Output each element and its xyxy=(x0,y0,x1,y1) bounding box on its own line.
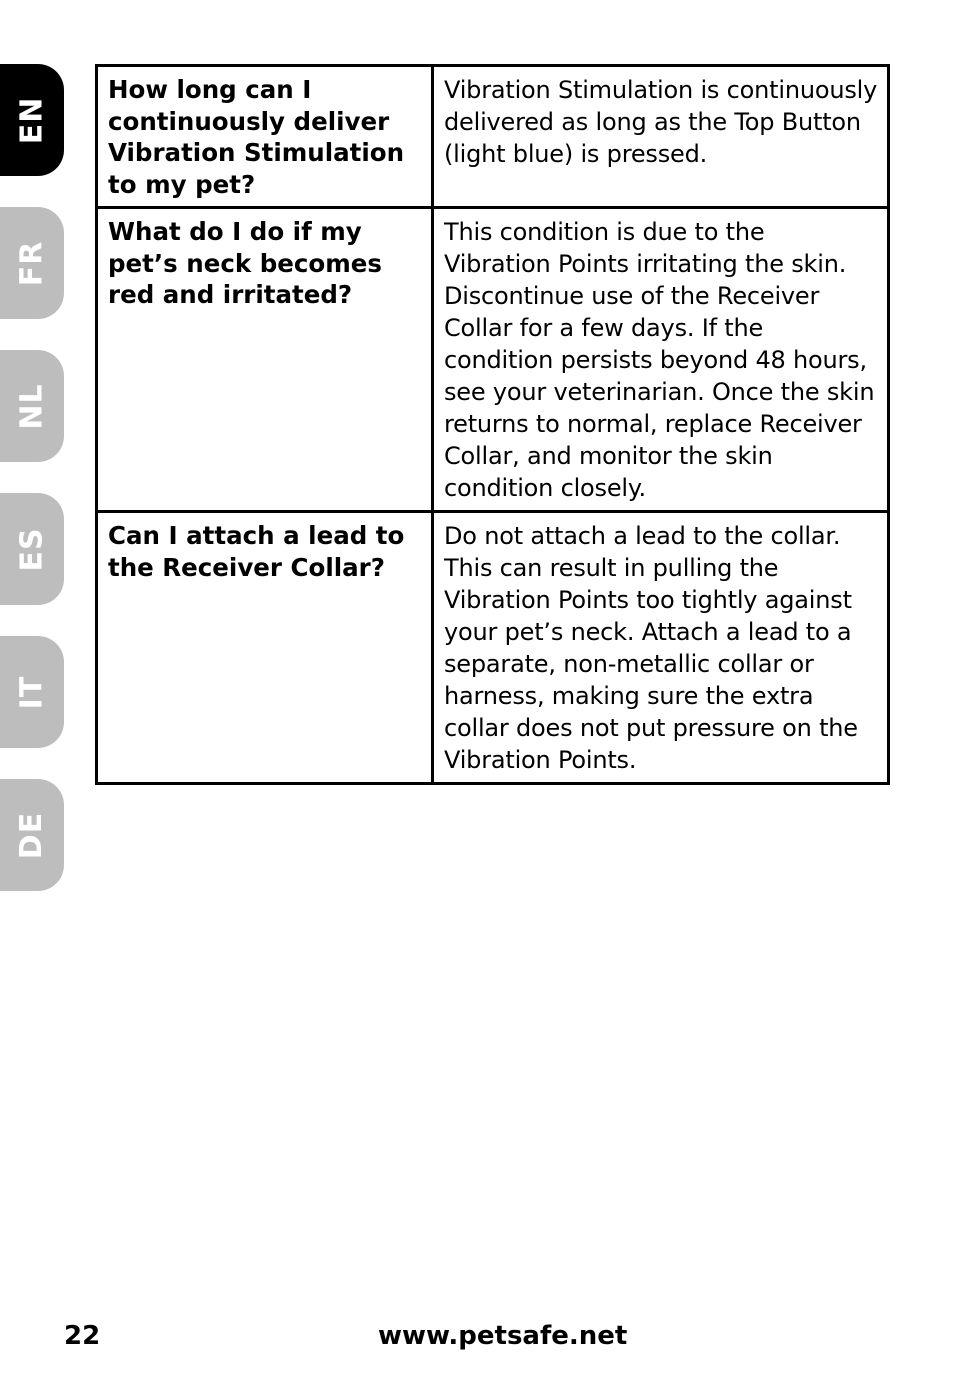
language-tab-label: DE xyxy=(14,811,50,859)
language-tab-de[interactable] xyxy=(0,779,64,891)
faq-row xyxy=(97,66,889,208)
faq-answer: Do not attach a lead to the collar. This can result in pulling the Vibration Points too tightly against your pet’s neck. Attach a lead to a separate, non-metallic collar or harness, making sure the extra collar does not put pressure on the Vibration Points. xyxy=(433,512,889,784)
language-tab-es[interactable] xyxy=(0,493,64,605)
language-tab-label: FR xyxy=(14,240,50,286)
faq-question: Can I attach a lead to the Receiver Collar? xyxy=(97,512,433,784)
language-tab-en[interactable] xyxy=(0,64,64,176)
language-tab-it[interactable] xyxy=(0,636,64,748)
faq-question: What do I do if my pet’s neck becomes red and irritated? xyxy=(97,208,433,512)
language-tab-nl[interactable] xyxy=(0,350,64,462)
faq-table xyxy=(95,64,890,785)
language-tab-label: NL xyxy=(14,382,50,430)
faq-question: How long can I continuously deliver Vibration Stimulation to my pet? xyxy=(97,66,433,208)
language-tab-label: EN xyxy=(14,96,50,144)
page-number: 22 xyxy=(64,1321,101,1351)
language-tab-label: ES xyxy=(14,526,50,572)
faq-answer: Vibration Stimulation is continuously delivered as long as the Top Button (light blue) is pressed. xyxy=(433,66,889,208)
website-url[interactable]: www.petsafe.net xyxy=(378,1321,628,1351)
language-tab-fr[interactable] xyxy=(0,207,64,319)
language-tab-label: IT xyxy=(14,675,50,709)
faq-row xyxy=(97,512,889,784)
faq-answer: This condition is due to the Vibration Points irritating the skin. Discontinue use of the Receiver Collar for a few days. If the condition persists beyond 48 hours, see your veterinarian. Once the skin returns to normal, replace Receiver Collar, and monitor the skin condition closely. xyxy=(433,208,889,512)
faq-row xyxy=(97,208,889,512)
